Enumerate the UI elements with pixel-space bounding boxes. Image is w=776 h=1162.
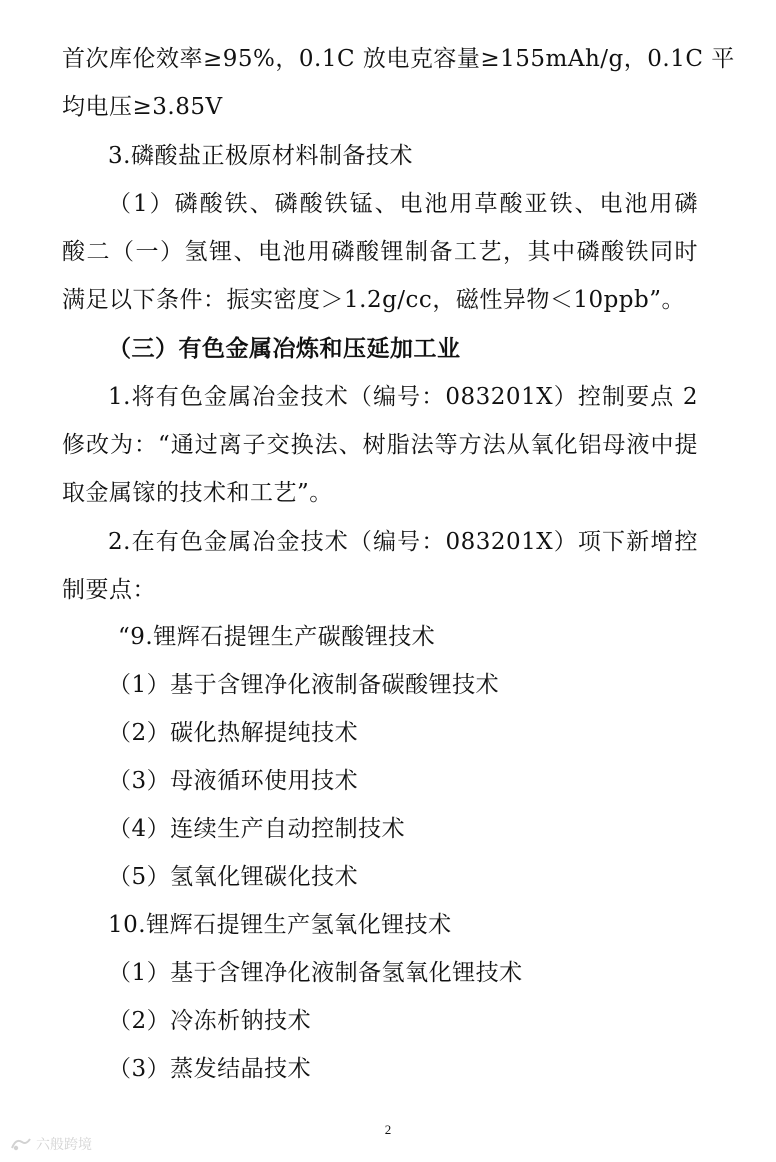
body-line: 2.在有色金属冶金技术（编号：083201X）项下新增控 <box>108 529 698 555</box>
list-item: （5）氢氧化锂碳化技术 <box>108 864 359 890</box>
list-item: （2）冷冻析钠技术 <box>108 1008 312 1034</box>
list-heading: 10.锂辉石提锂生产氢氧化锂技术 <box>108 912 452 938</box>
body-line: 酸二（一）氢锂、电池用磷酸锂制备工艺，其中磷酸铁同时 <box>62 239 698 265</box>
body-line: 均电压≥3.85V <box>62 94 223 120</box>
body-line: 取金属镓的技术和工艺”。 <box>62 480 333 506</box>
section-heading: （三）有色金属冶炼和压延加工业 <box>108 335 461 362</box>
watermark-logo-icon <box>10 1136 32 1152</box>
list-item: （3）蒸发结晶技术 <box>108 1056 312 1082</box>
list-heading: “9.锂辉石提锂生产碳酸锂技术 <box>118 624 436 650</box>
list-item: （4）连续生产自动控制技术 <box>108 816 406 842</box>
list-item: （2）碳化热解提纯技术 <box>108 720 359 746</box>
watermark <box>10 1134 92 1154</box>
list-item: （3）母液循环使用技术 <box>108 768 359 794</box>
body-line: 首次库伦效率≥95%，0.1C 放电克容量≥155mAh/g，0.1C 平 <box>62 46 735 72</box>
page-number: 2 <box>384 1122 392 1137</box>
watermark-text: 六般跨境 <box>36 1137 92 1153</box>
body-line: 1.将有色金属冶金技术（编号：083201X）控制要点 2 <box>108 384 698 410</box>
body-line: （1）磷酸铁、磷酸铁锰、电池用草酸亚铁、电池用磷 <box>108 191 698 217</box>
body-line: 修改为：“通过离子交换法、树脂法等方法从氧化铝母液中提 <box>62 432 698 458</box>
body-line: 满足以下条件：振实密度＞1.2g/cc，磁性异物＜10ppb”。 <box>62 287 686 313</box>
list-item: （1）基于含锂净化液制备碳酸锂技术 <box>108 672 500 698</box>
section-item-heading: 3.磷酸盐正极原材料制备技术 <box>108 143 413 169</box>
body-line: 制要点： <box>62 577 156 603</box>
list-item: （1）基于含锂净化液制备氢氧化锂技术 <box>108 960 523 986</box>
